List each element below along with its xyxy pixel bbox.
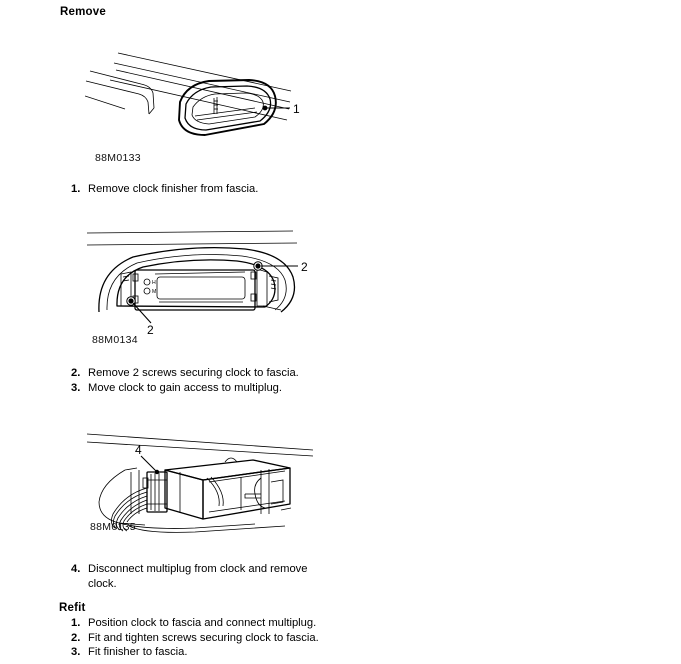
step-number: 3. — [71, 381, 81, 394]
figure-clock-multiplug — [85, 422, 330, 537]
callout-label-1: 1 — [293, 102, 300, 116]
figure-3-drawing — [85, 422, 330, 537]
callout-2-lower — [127, 297, 154, 337]
step-item — [71, 645, 319, 660]
refit-steps — [71, 616, 319, 660]
step-item — [71, 562, 328, 591]
figure-3-caption: 88M0135 — [90, 521, 136, 533]
step-number: 1. — [71, 183, 81, 195]
step-number: 2. — [71, 367, 81, 379]
figure-2-caption: 88M0134 — [92, 334, 138, 346]
clock-body — [165, 458, 290, 519]
callout-4-leader — [135, 443, 159, 474]
button-label-h: H — [152, 280, 156, 286]
step-item — [71, 616, 319, 631]
figure-clock-finisher — [85, 36, 325, 151]
step-number: 2. — [71, 631, 81, 644]
remove-steps-group-c — [71, 562, 328, 591]
step-number: 3. — [71, 646, 81, 659]
button-label-m: M — [152, 289, 157, 295]
section-heading-refit: Refit — [59, 602, 86, 614]
step-item — [71, 366, 299, 381]
wire-loop — [207, 477, 223, 506]
fascia-lines — [87, 231, 297, 245]
step-text: Fit finisher to fascia. — [88, 646, 188, 659]
step-item — [71, 182, 258, 197]
remove-steps-group-b — [71, 366, 299, 395]
fascia-lower-edge — [85, 96, 125, 109]
callout-label-4: 4 — [135, 443, 142, 457]
clock-set-buttons — [144, 279, 156, 295]
fascia-lines — [87, 434, 313, 456]
figure-2-drawing — [85, 222, 325, 337]
step-text: Position clock to fascia and connect multiplug. — [88, 617, 317, 629]
callout-2-upper — [254, 260, 308, 274]
fascia-panel — [99, 468, 255, 528]
step-text: Move clock to gain access to multiplug. — [88, 381, 283, 394]
figure-1-drawing — [85, 36, 325, 151]
section-heading-remove: Remove — [60, 6, 106, 18]
callout-label-2-lower: 2 — [147, 323, 154, 337]
remove-steps-group-a — [71, 182, 258, 197]
step-item — [71, 631, 319, 646]
step-number: 1. — [71, 617, 81, 629]
figure-1-caption: 88M0133 — [95, 152, 141, 164]
step-text: Remove 2 screws securing clock to fascia. — [88, 367, 299, 379]
step-number: 4. — [71, 563, 81, 575]
step-item — [71, 381, 299, 396]
callout-label-2-upper: 2 — [301, 260, 308, 274]
step-text: Fit and tighten screws securing clock to fascia. — [88, 631, 319, 644]
step-text: Disconnect multiplug from clock and remove clock. — [88, 563, 308, 590]
finisher-button-detail — [214, 97, 218, 114]
figure-clock-screws — [85, 222, 325, 337]
step-text: Remove clock finisher from fascia. — [88, 183, 259, 195]
